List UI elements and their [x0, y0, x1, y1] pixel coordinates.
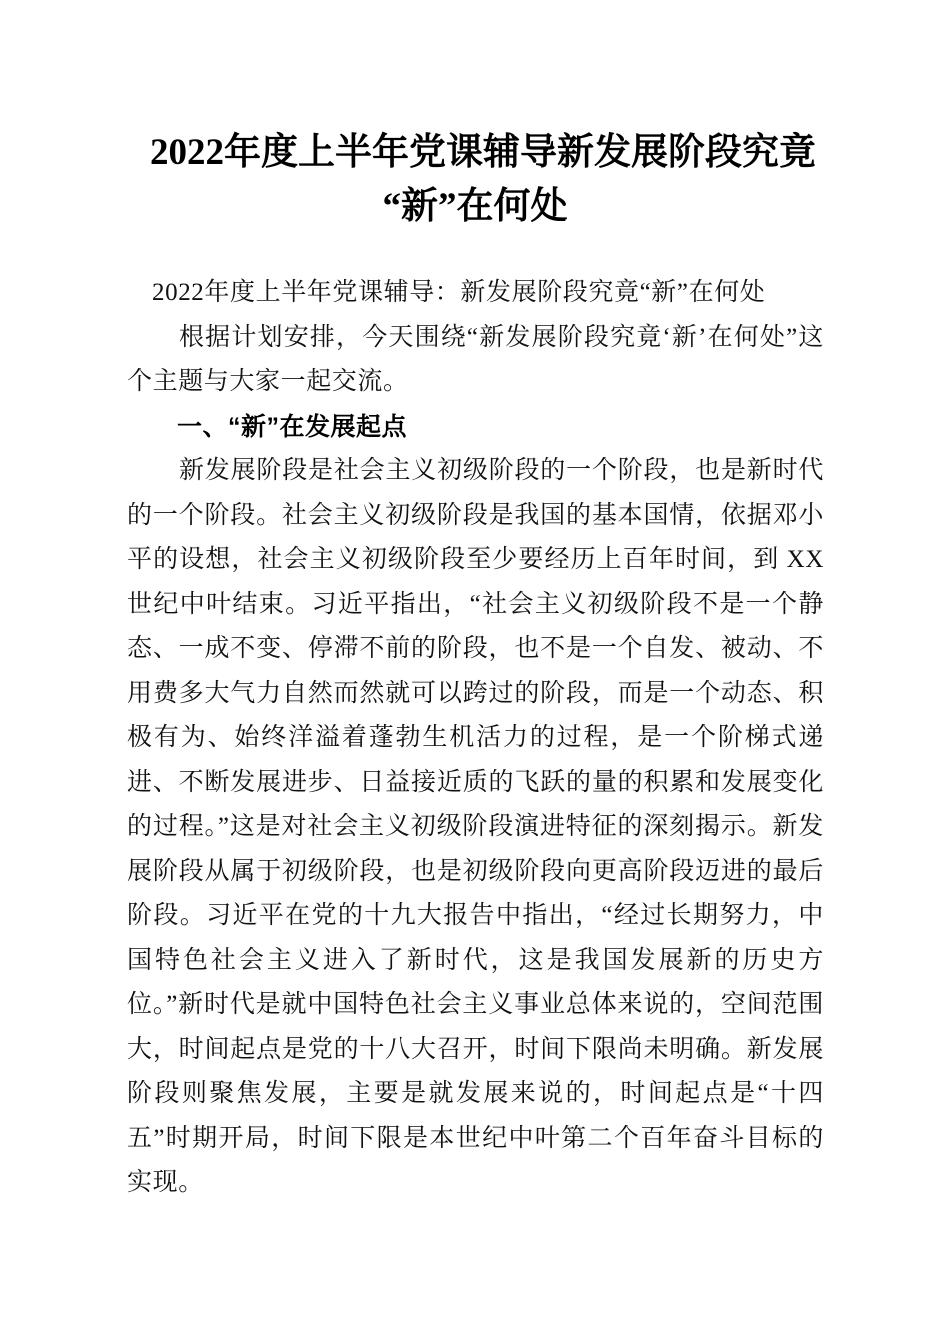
- page-title-line-1: 2022年度上半年党课辅导新发展阶段究竟: [150, 132, 816, 173]
- page-title-line-2: “新”在何处: [382, 186, 568, 227]
- subtitle-paragraph: 2022年度上半年党课辅导：新发展阶段究竟“新”在何处: [152, 279, 766, 306]
- section-one-body-paragraph: 新发展阶段是社会主义初级阶段的一个阶段，也是新时代的一个阶段。社会主义初级阶段是我国的基本国情，依据邓小平的设想，社会主义初级阶段至少要经历上百年时间，到 XX 世纪中叶结束。习近平指出，“社会主义初级阶段不是一个静态、一成不变、停滞不前的阶段，也不是一个自发、被动、不用费多大气力自然而然就可以跨过的阶段，而是一个动态、积极有为、始终洋溢着蓬勃生机活力的过程，是一个阶梯式递进、不断发展进步、日益接近质的飞跃的量的积累和发展变化的过程。”这是对社会主义初级阶段演进特征的深刻揭示。新发展阶段从属于初级阶段，也是初级阶段向更高阶段迈进的最后阶段。习近平在党的十九大报告中指出，“经过长期努力，中国特色社会主义进入了新时代，这是我国发展新的历史方位。”新时代是就中国特色社会主义事业总体来说的，空间范围大，时间起点是党的十八大召开，时间下限尚未明确。新发展阶段则聚焦发展，主要是就发展来说的，时间起点是“十四五”时期开局，时间下限是本世纪中叶第二个百年奋斗目标的实现。: [127, 457, 824, 1196]
- intro-paragraph: 根据计划安排，今天围绕“新发展阶段究竟‘新’在何处”这个主题与大家一起交流。: [127, 323, 824, 395]
- section-heading-one: 一、“新”在发展起点: [177, 412, 408, 441]
- document-body: [127, 271, 824, 1206]
- page-title: [127, 126, 823, 234]
